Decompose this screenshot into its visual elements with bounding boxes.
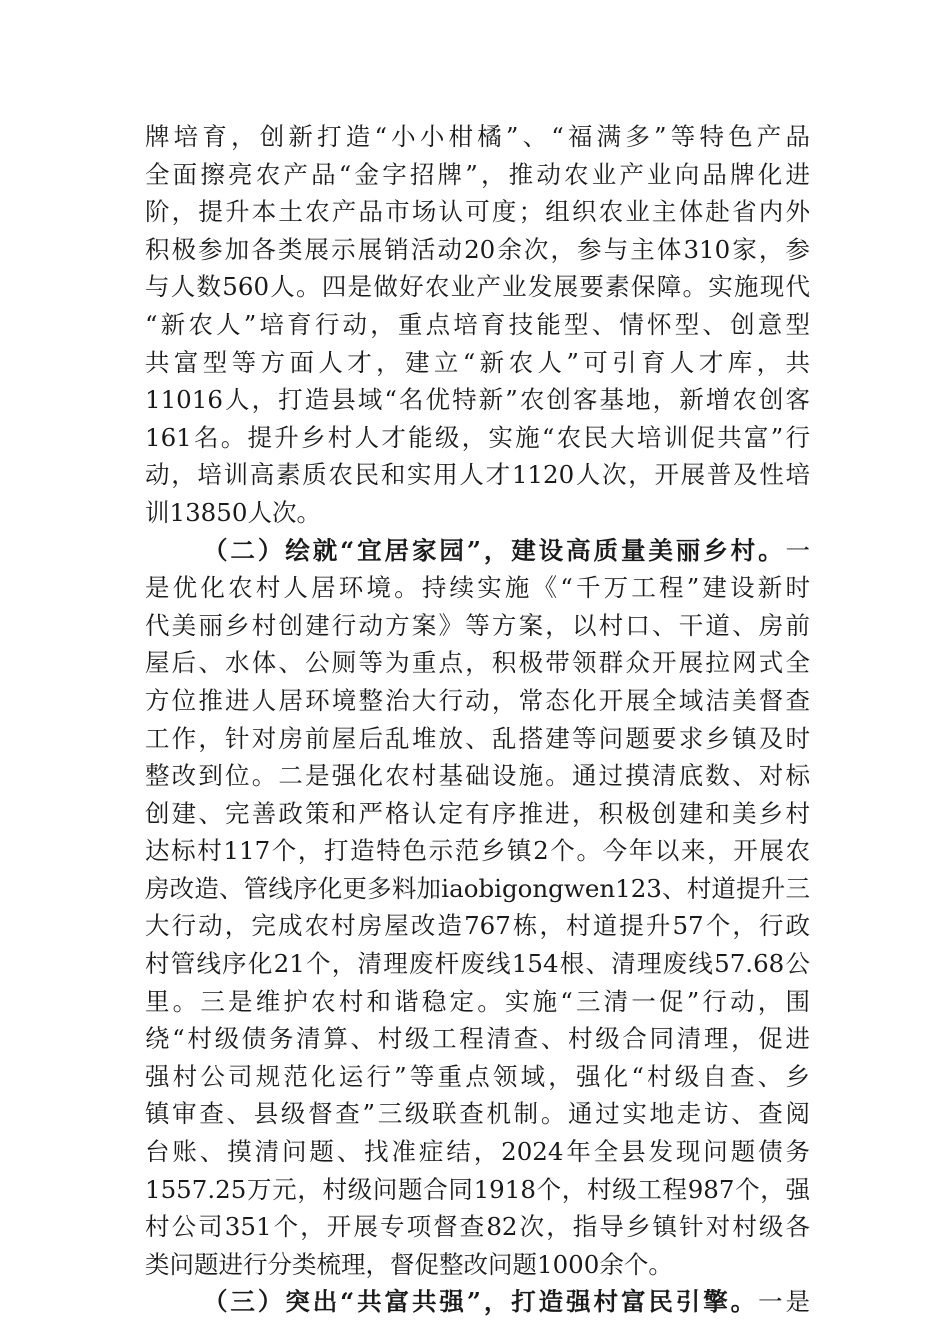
text-line: 1557.25万元，村级问题合同1918个，村级工程987个，强 — [145, 1174, 810, 1204]
text-line: 161名。提升乡村人才能级，实施“农民大培训促共富”行 — [145, 422, 810, 452]
body-text — [145, 118, 810, 1321]
text-run: 一是 — [758, 1287, 811, 1317]
text-line: 镇审查、县级督查”三级联查机制。通过实地走访、查阅 — [145, 1099, 810, 1129]
text-line: 方位推进人居环境整治大行动，常态化开展全域洁美督查 — [145, 685, 810, 715]
text-line: 工作，针对房前屋后乱堆放、乱搭建等问题要求乡镇及时 — [145, 723, 810, 753]
text-line: “新农人”培育行动，重点培育技能型、情怀型、创意型 — [145, 309, 810, 339]
text-line: 全面擦亮农产品“金字招牌”，推动农业产业向品牌化进 — [145, 159, 810, 189]
text-line: 大行动，完成农村房屋改造767栋，村道提升57个，行政 — [145, 911, 810, 941]
text-line: 村公司351个，开展专项督查82次，指导乡镇针对村级各 — [145, 1212, 810, 1242]
text-line: 绕“村级债务清算、村级工程清查、村级合同清理，促进 — [145, 1024, 810, 1054]
text-line: 11016人，打造县域“名优特新”农创客基地，新增农创客 — [145, 385, 810, 415]
section-heading: （三）突出“共富共强”，打造强村富民引擎。 — [203, 1287, 759, 1317]
text-line: 类问题进行分类梳理，督促整改问题1000余个。 — [145, 1249, 673, 1279]
text-line: 台账、摸清问题、找准症结，2024年全县发现问题债务 — [145, 1137, 810, 1167]
text-line: 牌培育，创新打造“小小柑橘”、“福满多”等特色产品 — [145, 122, 810, 151]
text-line: 与人数560人。四是做好农业产业发展要素保障。实施现代 — [145, 272, 810, 302]
text-line: 强村公司规范化运行”等重点领域，强化“村级自查、乡 — [145, 1061, 810, 1091]
text-line: 房改造、管线序化更多料加iaobigongwen123、村道提升三 — [145, 873, 810, 903]
text-line: 阶，提升本土农产品市场认可度；组织农业主体赴省内外 — [145, 197, 810, 227]
text-line: 整改到位。二是强化农村基础设施。通过摸清底数、对标 — [145, 761, 810, 791]
text-line: 屋后、水体、公厕等为重点，积极带领群众开展拉网式全 — [145, 648, 810, 678]
text-line: 达标村117个，打造特色示范乡镇2个。今年以来，开展农 — [145, 836, 810, 866]
text-line: 村管线序化21个，清理废杆废线154根、清理废线57.68公 — [145, 949, 810, 979]
text-line: 共富型等方面人才，建立“新农人”可引育人才库，共 — [145, 347, 810, 377]
text-line: 是优化农村人居环境。持续实施《“千万工程”建设新时 — [145, 573, 810, 603]
text-line: 里。三是维护农村和谐稳定。实施“三清一促”行动，围 — [145, 986, 810, 1016]
section-heading: （二）绘就“宜居家园”，建设高质量美丽乡村。 — [203, 535, 786, 565]
text-line: 代美丽乡村创建行动方案》等方案，以村口、干道、房前 — [145, 610, 810, 640]
text-line: 动，培训高素质农民和实用人才1120人次，开展普及性培 — [145, 460, 810, 490]
section-heading-line — [145, 1283, 810, 1321]
text-run: 一 — [785, 535, 810, 565]
text-line: 训13850人次。 — [145, 497, 321, 527]
text-line: 积极参加各类展示展销活动20余次，参与主体310家，参 — [145, 234, 810, 264]
section-heading-line — [145, 532, 810, 570]
text-line: 创建、完善政策和严格认定有序推进，积极创建和美乡村 — [145, 798, 810, 828]
